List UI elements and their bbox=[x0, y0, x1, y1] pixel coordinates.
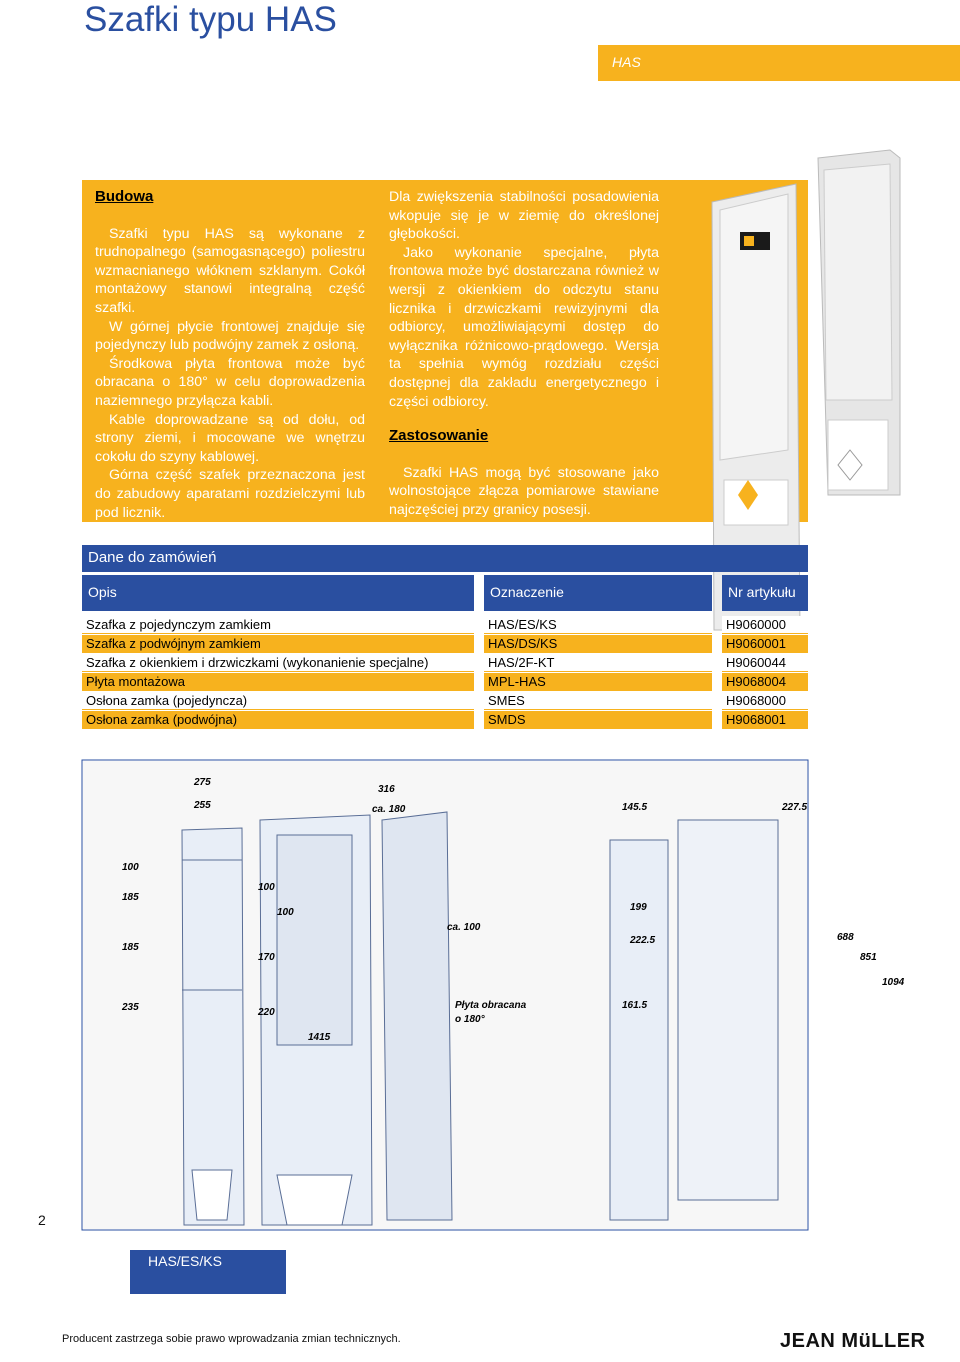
cell-opis: Osłona zamka (podwójna) bbox=[82, 711, 474, 729]
cell-nr: H9068004 bbox=[722, 673, 808, 691]
zastosowanie-heading: Zastosowanie bbox=[389, 427, 489, 445]
cell-oznaczenie: SMES bbox=[484, 692, 712, 710]
dim-label: 170 bbox=[258, 952, 275, 963]
cell-opis: Szafka z pojedynczym zamkiem bbox=[82, 616, 474, 634]
cell-oznaczenie: MPL-HAS bbox=[484, 673, 712, 691]
dim-label: 1415 bbox=[308, 1032, 331, 1043]
col2-paragraph: Jako wykonanie specjalne, płyta frontowa może być dostarczana również w wersji z okienkiem do odczytu stanu licznika i drzwiczkami rewizyjnymi dla odbiorcy, umożliwiającymi dostęp do wyłącznika różnicowo-prądowego. Wersja ta spełnia wymóg rozdziału części dostępnej dla zakładu energetycznego i części odbiorcy. bbox=[389, 244, 659, 410]
page-number: 2 bbox=[38, 1212, 46, 1228]
top-tag-bar bbox=[598, 45, 960, 81]
zastosowanie-paragraph: Szafki HAS mogą być stosowane jako wolnostojące złącza pomiarowe stawiane najczęściej przy granicy posesji. bbox=[389, 464, 659, 518]
page-title: Szafki typu HAS bbox=[84, 0, 337, 39]
table-row bbox=[82, 616, 808, 635]
header-nr-label: Nr artykułu bbox=[728, 584, 796, 600]
orders-title-bar bbox=[82, 545, 808, 572]
table-row bbox=[82, 635, 808, 654]
cell-oznaczenie: HAS/ES/KS bbox=[484, 616, 712, 634]
dim-label: 1094 bbox=[882, 977, 905, 988]
dim-label: 100 bbox=[258, 882, 275, 893]
table-row bbox=[82, 673, 808, 692]
drawing-caption-label: HAS/ES/KS bbox=[148, 1253, 222, 1269]
cell-opis: Osłona zamka (pojedyncza) bbox=[82, 692, 474, 710]
budowa-paragraph: Górna część szafek przeznaczona jest do zabudowy aparatami rozdzielczymi lub pod licznik. bbox=[95, 467, 365, 521]
top-tag: HAS bbox=[612, 54, 641, 70]
dim-label: 185 bbox=[122, 892, 139, 903]
dim-label: ca. 100 bbox=[447, 922, 481, 933]
dim-label: 235 bbox=[122, 1002, 139, 1013]
dim-label: 688 bbox=[837, 932, 854, 943]
budowa-column bbox=[95, 188, 365, 522]
cabinet-photo-right bbox=[818, 150, 900, 495]
budowa-heading: Budowa bbox=[95, 188, 154, 205]
drawing-caption bbox=[130, 1250, 286, 1294]
budowa-paragraph: W górnej płycie frontowej znajduje się pojedynczy lub podwójny zamek z osłoną. bbox=[95, 318, 365, 354]
dim-label: 185 bbox=[122, 942, 139, 953]
dim-label: 851 bbox=[860, 952, 877, 963]
table-row bbox=[82, 692, 808, 711]
cell-nr: H9068001 bbox=[722, 711, 808, 729]
budowa-paragraph: Szafki typu HAS są wykonane z trudnopalnego (samogasnącego) poliestru wzmacnianego włóknem szklanym. Cokół montażowy stanowi integralną część szafki. bbox=[95, 225, 365, 316]
orders-title: Dane do zamówień bbox=[88, 549, 217, 566]
brand-logo: JEAN MüLLER bbox=[780, 1330, 926, 1352]
table-row bbox=[82, 654, 808, 673]
second-column bbox=[389, 188, 659, 520]
drawing-view-side bbox=[382, 812, 452, 1220]
budowa-paragraph: Kable doprowadzane są od dołu, od strony ziemi, i mocowane we wnętrzu cokołu do szyny kablowej. bbox=[95, 411, 365, 465]
drawing-view-cross-section bbox=[610, 820, 778, 1220]
dim-label: 100 bbox=[277, 907, 294, 918]
plyta-label: Płyta obracana bbox=[455, 1000, 527, 1011]
cell-opis: Szafka z okienkiem i drzwiczkami (wykonanienie specjalne) bbox=[82, 654, 474, 672]
dim-label: ca. 180 bbox=[372, 804, 406, 815]
drawing-view-inner bbox=[260, 815, 372, 1225]
drawing-view-front-panel bbox=[182, 828, 244, 1225]
budowa-paragraph: Środkowa płyta frontowa może być obracana o 180° w celu doprowadzenia naziemnego przyłącza kabli. bbox=[95, 355, 365, 409]
dim-label: 100 bbox=[122, 862, 139, 873]
cell-nr: H9060000 bbox=[722, 616, 808, 634]
header-oznaczenie bbox=[484, 575, 712, 611]
cell-nr: H9060001 bbox=[722, 635, 808, 653]
table-row bbox=[82, 711, 808, 730]
dim-label: 255 bbox=[194, 800, 211, 811]
cell-nr: H9060044 bbox=[722, 654, 808, 672]
dim-label: 227.5 bbox=[782, 802, 808, 813]
col2-paragraph: Dla zwiększenia stabilności posadowienia wkopuje się je w ziemię do określonej głębokości. bbox=[389, 189, 659, 243]
header-opis-label: Opis bbox=[88, 584, 117, 600]
cell-opis: Szafka z podwójnym zamkiem bbox=[82, 635, 474, 653]
dim-label: 145.5 bbox=[622, 802, 648, 813]
dim-label: 222.5 bbox=[630, 935, 656, 946]
cell-oznaczenie: HAS/2F-KT bbox=[484, 654, 712, 672]
header-opis bbox=[82, 575, 474, 611]
dim-label: 275 bbox=[194, 777, 211, 788]
dim-label: 161.5 bbox=[622, 1000, 648, 1011]
dim-label: 199 bbox=[630, 902, 647, 913]
cell-oznaczenie: SMDS bbox=[484, 711, 712, 729]
cell-nr: H9068000 bbox=[722, 692, 808, 710]
dim-label: 316 bbox=[378, 784, 395, 795]
header-oznaczenie-label: Oznaczenie bbox=[490, 584, 564, 600]
product-photo bbox=[700, 150, 910, 530]
cell-opis: Płyta montażowa bbox=[82, 673, 474, 691]
footnote: Producent zastrzega sobie prawo wprowadzania zmian technicznych. bbox=[62, 1333, 401, 1345]
technical-drawing bbox=[82, 760, 905, 1230]
cell-oznaczenie: HAS/DS/KS bbox=[484, 635, 712, 653]
plyta-label: o 180° bbox=[455, 1014, 485, 1025]
header-nr bbox=[722, 575, 808, 611]
dim-label: 220 bbox=[258, 1007, 275, 1018]
